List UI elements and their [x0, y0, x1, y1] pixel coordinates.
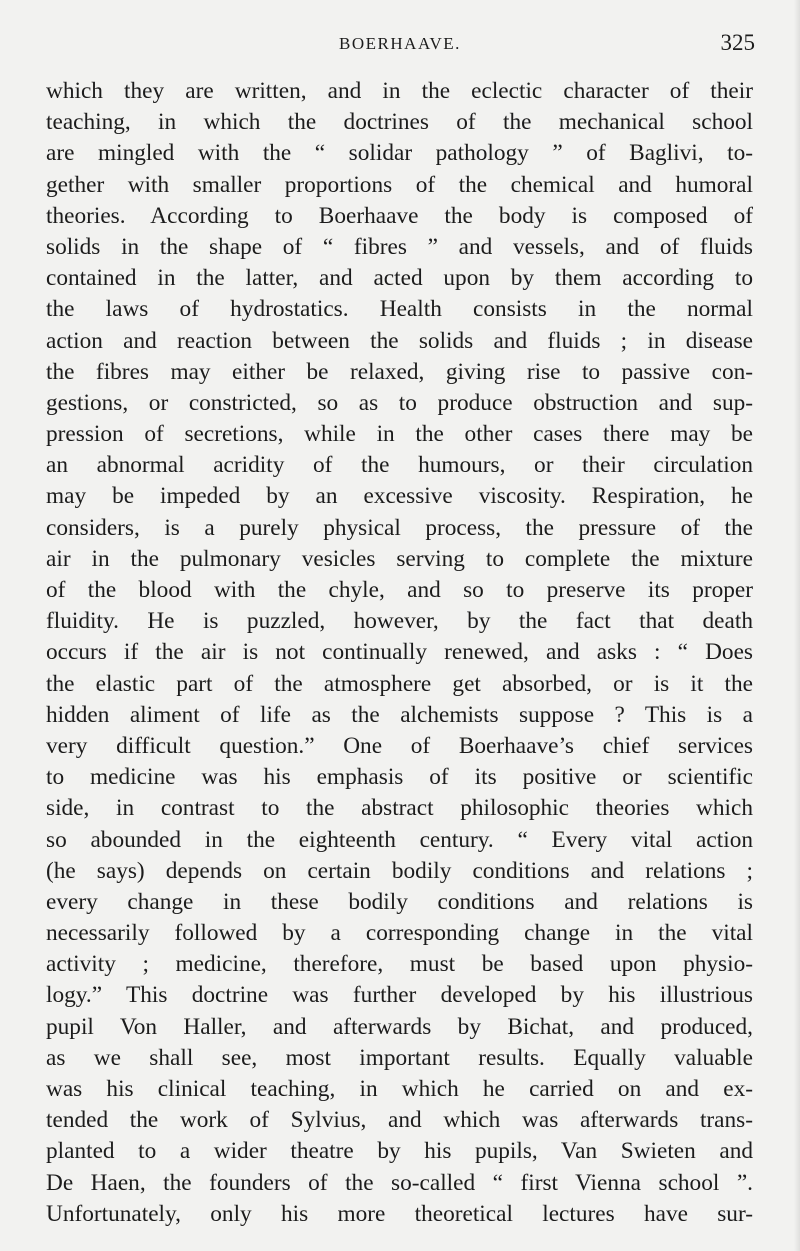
running-head: BOERHAAVE. — [339, 34, 461, 53]
text-line: (he says) depends on certain bodily conditions and relations ; — [46, 857, 753, 884]
text-line: necessarily followed by a corresponding change in the vital — [46, 920, 753, 947]
text-line: of the blood with the chyle, and so to preserve its proper — [46, 577, 753, 603]
text-line: action and reaction between the solids and fluids ; in disease — [46, 327, 753, 354]
text-line: every change in these bodily conditions and relations is — [46, 888, 753, 915]
text-line: very difficult question.” One of Boerhaave’s chief services — [46, 732, 753, 759]
text-line: fluidity. He is puzzled, however, by the fact that death — [46, 608, 753, 635]
text-line: may be impeded by an excessive viscosity. Respiration, he — [46, 483, 753, 510]
text-line: pupil Von Haller, and afterwards by Bichat, and produced, — [46, 1013, 753, 1040]
text-line: tended the work of Sylvius, and which was afterwards trans- — [46, 1107, 753, 1134]
text-line: to medicine was his emphasis of its positive or scientific — [46, 764, 753, 791]
text-line: considers, is a purely physical process, the pressure of the — [46, 514, 753, 541]
body-text — [46, 76, 753, 1230]
text-line: air in the pulmonary vesicles serving to complete the mixture — [46, 545, 753, 572]
page-number: 325 — [720, 30, 755, 55]
text-line: pression of secretions, while in the other cases there may be — [46, 421, 753, 448]
text-line: so abounded in the eighteenth century. “ Every vital action — [46, 826, 753, 853]
text-line: occurs if the air is not continually renewed, and asks : “ Does — [46, 639, 753, 666]
text-line: contained in the latter, and acted upon by them according to — [46, 265, 753, 292]
text-line: teaching, in which the doctrines of the mechanical school — [46, 109, 753, 136]
text-line: an abnormal acridity of the humours, or their circulation — [46, 452, 753, 479]
text-line: side, in contrast to the abstract philosophic theories which — [46, 795, 753, 822]
page-edge-shadow — [794, 0, 800, 1251]
text-line: gether with smaller proportions of the chemical and humoral — [46, 171, 753, 198]
text-line: was his clinical teaching, in which he carried on and ex- — [46, 1076, 753, 1102]
text-line: as we shall see, most important results. Equally valuable — [46, 1044, 753, 1071]
page-header — [0, 30, 800, 64]
text-line: the fibres may either be relaxed, giving rise to passive con- — [46, 358, 753, 385]
text-line: solids in the shape of “ fibres ” and vessels, and of fluids — [46, 233, 753, 260]
text-line: theories. According to Boerhaave the body is composed of — [46, 202, 753, 229]
text-line: the laws of hydrostatics. Health consists in the normal — [46, 296, 753, 323]
text-line: are mingled with the “ solidar pathology ” of Baglivi, to- — [46, 140, 753, 167]
text-line: which they are written, and in the eclectic character of their — [46, 78, 753, 104]
text-line: planted to a wider theatre by his pupils, Van Swieten and — [46, 1138, 753, 1165]
text-line: gestions, or constricted, so as to produce obstruction and sup- — [46, 389, 753, 416]
text-line: logy.” This doctrine was further developed by his illustrious — [46, 982, 753, 1009]
text-line: activity ; medicine, therefore, must be based upon physio- — [46, 951, 753, 978]
text-line: Unfortunately, only his more theoretical lectures have sur- — [46, 1200, 753, 1227]
text-line: the elastic part of the atmosphere get absorbed, or is it the — [46, 670, 753, 697]
text-line: hidden aliment of life as the alchemists suppose ? This is a — [46, 701, 753, 728]
text-line: De Haen, the founders of the so-called “ first Vienna school ”. — [46, 1169, 753, 1196]
